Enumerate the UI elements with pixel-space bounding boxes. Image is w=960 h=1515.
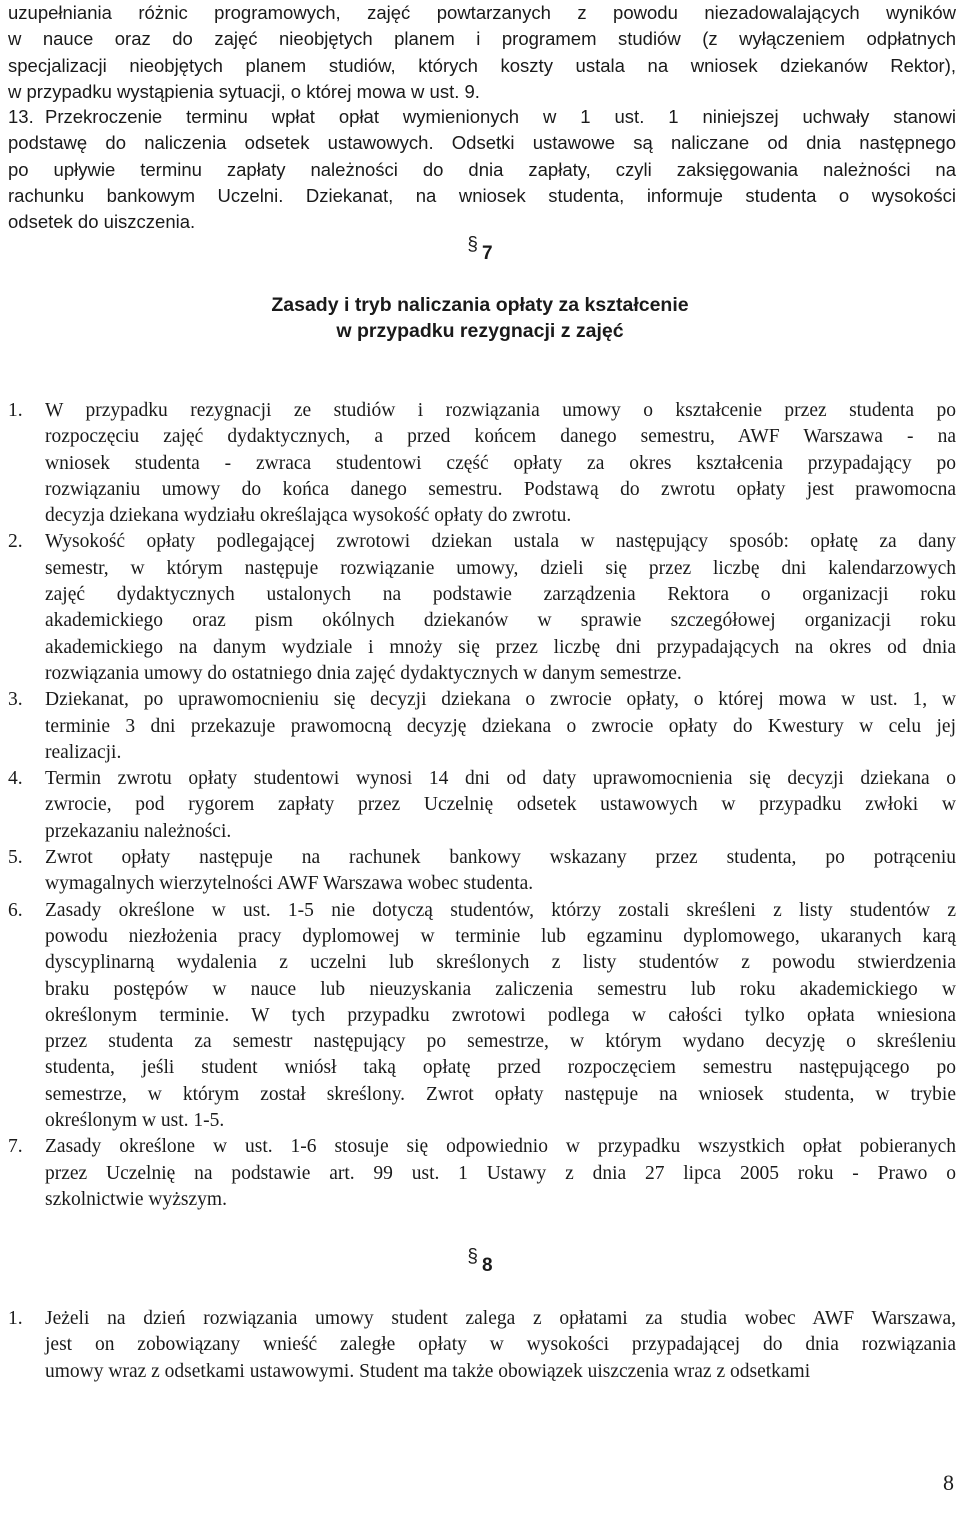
text-line: dyscyplinarną wydalenia z uczelni lub skreślonych z listy studentów z powodu stwierdzenia [45,952,956,974]
text-line: Zasady określone w ust. 1-6 stosuje się odpowiednio w przypadku wszystkich opłat pobieranych [45,1136,956,1158]
text-line: Jeżeli na dzień rozwiązania umowy student zalega z opłatami za studia wobec AWF Warszawa, [45,1308,956,1329]
item-number: 6. [8,899,23,921]
list-item [8,529,956,687]
item-number: 4. [8,768,23,790]
list-item [8,1306,956,1385]
text-line: określonym w ust. 1-5. [45,1110,225,1132]
text-line: w nauce oraz do zajęć nieobjętych planem i programem studiów (z wyłączeniem odpłatnych [8,28,956,50]
text-line: Dziekanat, po uprawomocnieniu się decyzji dziekana o zwrocie opłaty, o której mowa w ust. 1, w [45,689,956,711]
text-line: W przypadku rezygnacji ze studiów i rozwiązania umowy o kształcenie przez studenta po [45,400,956,421]
text-line: wniosek studenta - zwraca studentowi część opłaty za okres kształcenia przypadający po [45,452,956,474]
item-number: 5. [8,847,23,869]
text-line: decyzja dziekana wydziału określająca wysokość opłaty do zwrotu. [45,505,572,527]
list-item [8,687,956,766]
text-line: odsetek do uiszczenia. [8,211,196,233]
item-number: 2. [8,531,23,553]
text-line: semestrze, w którym został skreślony. Zwrot opłaty następuje na wniosek studenta, w trybie [45,1083,956,1105]
text-line: określonym terminie. W tych przypadku zwrotowi podlega w całości tylko opłata wniesiona [45,1004,956,1026]
text-line: rozpoczęciu zajęć dydaktycznych, a przed końcem danego semestru, AWF Warszawa - na [45,426,956,448]
item-number: 7. [8,1136,23,1158]
text-line: semestr, w którym następuje rozwiązanie umowy, dzieli się przez liczbę dni kalendarzowych [45,557,956,579]
text-line: terminie 3 dni przekazuje prawomocną decyzję dziekana o zwrocie opłaty do Kwestury w celu jej [45,715,956,737]
text-line: akademickiego na danym wydziale i mnoży się przez liczbę dni przypadających na okres od dnia [45,636,956,658]
text-line: przez Uczelnię na podstawie art. 99 ust. 1 Ustawy z dnia 27 lipca 2005 roku - Prawo o [45,1162,956,1184]
intro-continuation [8,0,956,105]
list-item [8,398,956,529]
item-number: 13. [8,106,34,127]
text-line: Zwrot opłaty następuje na rachunek bankowy wskazany przez studenta, po potrąceniu [45,847,956,869]
item-number: 3. [8,689,23,711]
item-number: 1. [8,400,23,421]
heading-line: Zasady i tryb naliczania opłaty za kształcenie [271,294,689,316]
text-line: podstawę do naliczenia odsetek ustawowych. Odsetki ustawowe są naliczane od dnia następnego [8,132,956,154]
section-number: 8 [482,1255,493,1276]
text-line: po upływie terminu zapłaty należności do dnia zapłaty, czyli zaksięgowania należności na [8,158,956,180]
text-line: powodu niezłożenia pracy dyplomowej w terminie lub egzaminu dyplomowego, ukaranych karą [45,925,956,947]
text-line: zwrocie, pod rygorem zapłaty przez Uczelnię odsetek ustawowych w przypadku zwłoki w [45,794,956,816]
section-8-mark [0,1246,960,1279]
text-line: rachunku bankowym Uczelni. Dziekanat, na wniosek studenta, informuje studenta o wysokości [8,184,956,206]
section-symbol: § [467,234,478,255]
list-item [8,766,956,845]
text-line: zajęć dydaktycznych ustalonych na podstawie zarządzenia Rektora o organizacji roku [45,584,956,606]
text-line: w przypadku wystąpienia sytuacji, o której mowa w ust. 9. [8,80,480,102]
section-7-mark [0,234,960,267]
text-line: braku postępów w nauce lub nieuzyskania zaliczenia semestru lub roku akademickiego w [45,978,956,1000]
text-line: rozwiązania umowy do ostatniego dnia zajęć dydaktycznych w danym semestrze. [45,662,682,684]
list-item [8,1134,956,1213]
text-line: Wysokość opłaty podlegającej zwrotowi dziekan ustala w następujący sposób: opłatę za dany [45,531,956,553]
paragraph-13 [8,104,956,235]
text-line: specjalizacji nieobjętych planem studiów, których koszty ustala na wniosek dziekanów Rektor), [8,54,956,76]
text-line: studenta, jeśli student wniósł taką opłatę przed rozpoczęciem semestru następującego po [45,1057,956,1079]
text-line: szkolnictwie wyższym. [45,1188,227,1210]
text-line: przez studenta za semestr następujący po semestrze, w którym wydano decyzję o skreśleniu [45,1031,956,1053]
text-line: wymagalnych wierzytelności AWF Warszawa wobec studenta. [45,873,534,895]
list-item [8,898,956,1135]
section-8-items [8,1306,956,1385]
text-line: Zasady określone w ust. 1-5 nie dotyczą studentów, którzy zostali skreśleni z listy studentów z [45,899,956,921]
text-line: akademickiego oraz pism okólnych dziekanów w sprawie szczegółowej organizacji roku [45,610,956,632]
list-item [8,845,956,898]
page-number: 8 [943,1470,954,1495]
text-line: Przekroczenie terminu wpłat opłat wymienionych w 1 ust. 1 niniejszej uchwały stanowi [45,106,956,127]
section-number: 7 [482,243,493,264]
text-line: uzupełniania różnic programowych, zajęć powtarzanych z powodu niezadowalających wyników [8,2,956,23]
section-7-title [0,292,960,344]
text-line: rozwiązaniu umowy do końca danego semestru. Podstawą do zwrotu opłaty jest prawomocna [45,478,956,500]
text-line: realizacji. [45,741,122,763]
item-number: 1. [8,1308,23,1329]
text-line: Termin zwrotu opłaty studentowi wynosi 14 dni od daty uprawomocnienia się decyzji dziekana o [45,768,956,790]
section-7-items [8,398,956,1213]
text-line: przekazaniu należności. [45,820,232,842]
section-symbol: § [467,1246,478,1267]
heading-line: w przypadku rezygnacji z zajęć [336,320,624,342]
text-line: umowy wraz z odsetkami ustawowymi. Student ma także obowiązek uiszczenia wraz z odsetkami [45,1360,811,1382]
text-line: jest on zobowiązany wnieść zaległe opłaty w wysokości przypadającej do dnia rozwiązania [45,1334,956,1356]
